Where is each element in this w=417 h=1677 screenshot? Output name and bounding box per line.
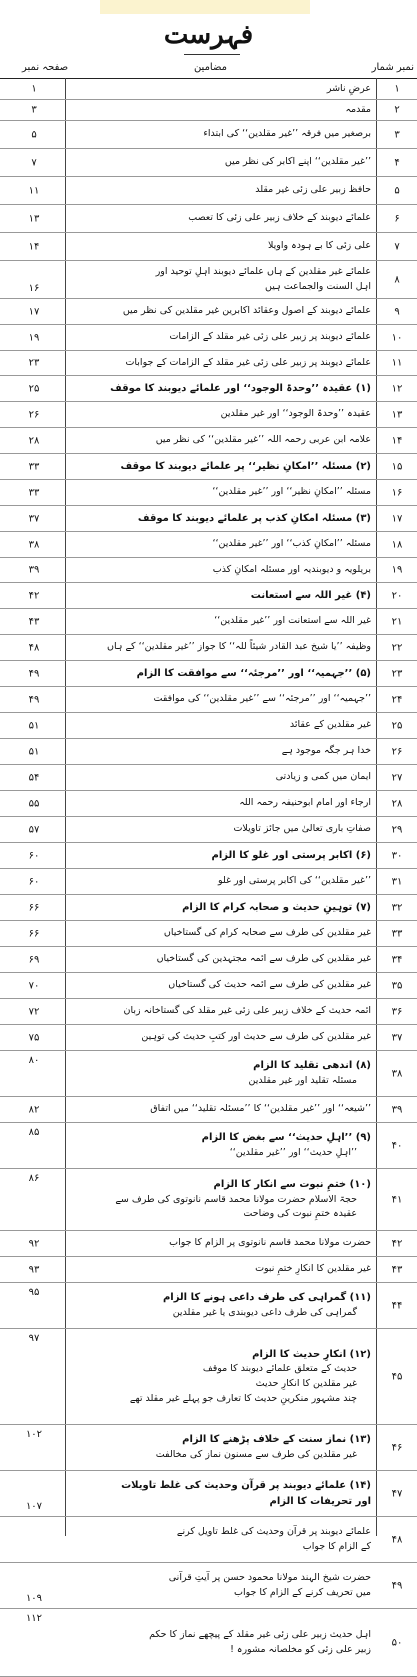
topic-line: عقیدہ ختمِ نبوت کی وضاحت [243, 1208, 357, 1220]
row-number: ۲۸ [391, 798, 403, 809]
topic-line: (۸) اندھی تقلید کا الزام [253, 1060, 371, 1072]
topic-line: غیر مقلدین کی طرف سے حدیث اور کتبِ حدیث کی توہین [141, 1031, 371, 1043]
topic-line: (۹) ’’اہلِ حدیث‘‘ سے بغض کا الزام [201, 1132, 371, 1144]
row-number: ۵ [394, 185, 400, 196]
header-page: صفحہ نمبر [22, 62, 69, 73]
topic-line: حدیث کے متعلق علمائے دیوبند کا موقف [202, 1363, 357, 1375]
row-topic [71, 103, 371, 117]
topic-line: ’’غیر مقلدین‘‘ کی اکابر پرستی اور غلو [217, 875, 371, 887]
row-topic [71, 1054, 371, 1093]
row-number: ۴۲ [391, 1238, 403, 1249]
row-number: ۳۸ [391, 1068, 403, 1079]
table-row [0, 454, 417, 480]
row-topic [71, 236, 371, 257]
row-topic [71, 794, 371, 813]
topic-line: (۵) ’’جہمیہ‘‘ اور ’’مرجئہ‘‘ سے موافقت کا الزام [136, 667, 371, 679]
table-row [0, 506, 417, 532]
row-number: ۳۷ [391, 1032, 403, 1043]
row-topic [71, 302, 371, 321]
row-number: ۴۶ [391, 1442, 403, 1453]
table-row [0, 609, 417, 635]
row-topic [71, 208, 371, 229]
table-row [0, 1609, 417, 1677]
row-page-number: ۳۳ [28, 461, 40, 472]
topic-line: ائمہ حدیث کے خلاف زبیر علی زئی غیر مقلد کی گستاخانہ زبان [123, 1005, 371, 1017]
table-row [0, 635, 417, 661]
row-page-number: ۱۹ [28, 332, 40, 343]
row-number: ۲۴ [391, 694, 403, 705]
topic-line: چند مشہور منکرینِ حدیث کا تعارف جو پہلے غیر مقلد تھے [129, 1392, 357, 1404]
topic-line: حضرت شیخ الہند مولانا محمود حسن پر آیتِ قرآنی [168, 1571, 371, 1583]
table-row [0, 1123, 417, 1169]
table-row [0, 1283, 417, 1329]
row-topic [71, 586, 371, 605]
topic-line: غیر مقلدین کی طرف سے مسنون نماز کی مخالفت [155, 1448, 357, 1460]
table-row [0, 79, 417, 100]
row-page-number: ۵۷ [28, 824, 40, 835]
row-number: ۱۷ [391, 513, 403, 524]
topic-line: عرضِ ناشر [326, 82, 371, 94]
row-topic [71, 638, 371, 657]
row-number: ۳۱ [391, 876, 403, 887]
topic-line: (۱۲) انکارِ حدیث کا الزام [252, 1348, 371, 1360]
table-row [0, 739, 417, 765]
table-row [0, 1025, 417, 1051]
row-topic [71, 950, 371, 969]
row-topic [71, 1126, 371, 1165]
topic-line: ’’شیعہ‘‘ اور ’’غیر مقلدین‘‘ کا ’’مسئلہ تقلید‘‘ میں اتفاق [150, 1103, 371, 1115]
row-topic [71, 1100, 371, 1119]
row-number: ۱۵ [391, 461, 403, 472]
row-topic [71, 561, 371, 579]
row-page-number: ۹۵ [28, 1287, 40, 1298]
row-topic [71, 742, 371, 761]
row-number: ۳۳ [391, 928, 403, 939]
topic-line: (۱۳) نماز سنت کے خلاف پڑھنے کا الزام [182, 1434, 371, 1446]
table-row [0, 1097, 417, 1123]
table-row [0, 261, 417, 299]
table-row [0, 1169, 417, 1231]
table-row [0, 1051, 417, 1097]
row-page-number: ۸۵ [28, 1127, 40, 1138]
table-row [0, 973, 417, 999]
row-page-number: ۹۳ [28, 1264, 40, 1275]
row-page-number: ۸۶ [28, 1173, 40, 1184]
row-number: ۲۶ [391, 746, 403, 757]
table-row [0, 999, 417, 1025]
row-topic [71, 1612, 371, 1673]
row-topic [71, 354, 371, 372]
row-topic [71, 1028, 371, 1047]
row-page-number: ۱۶ [28, 283, 40, 294]
row-number: ۴۸ [391, 1534, 403, 1545]
row-number: ۱۴ [391, 435, 403, 446]
row-page-number: ۷ [31, 157, 37, 168]
row-number: ۱۹ [391, 564, 403, 576]
row-topic [71, 1566, 371, 1605]
topic-line: (۱۰) ختمِ نبوت سے انکار کا الزام [213, 1179, 371, 1191]
topic-line: ’’اہلِ حدیث‘‘ اور ’’غیر مقلدین‘‘ [229, 1146, 357, 1158]
table-row [0, 532, 417, 558]
table-row [0, 661, 417, 687]
row-number: ۲۵ [391, 720, 403, 731]
row-topic [71, 690, 371, 709]
row-page-number: ۱۰۲ [25, 1429, 43, 1440]
row-topic [71, 1172, 371, 1227]
table-row [0, 1231, 417, 1257]
table-row [0, 1563, 417, 1609]
table-row [0, 1257, 417, 1283]
row-topic [71, 898, 371, 917]
row-page-number: ۴۹ [28, 668, 40, 679]
topic-line: (۶) اکابر پرستی اور غلو کا الزام [211, 849, 371, 861]
row-page-number: ۱۷ [28, 306, 40, 317]
row-number: ۹ [394, 306, 400, 317]
table-row [0, 947, 417, 973]
row-number: ۳۰ [391, 850, 403, 861]
row-page-number: ۹۲ [28, 1238, 40, 1249]
topic-line: مسئلہ ’’امکانِ نظیر‘‘ اور ’’غیر مقلدین‘‘ [212, 486, 371, 498]
header-number: نمبر شمار [371, 62, 414, 73]
row-number: ۳۵ [391, 980, 403, 991]
topic-line: (۱۴) علمائے دیوبند پر قرآن وحدیث کی غلط تاویلات [121, 1480, 371, 1491]
row-page-number: ۶۰ [28, 850, 40, 861]
topic-line: حجۃ الاسلام حضرت مولانا محمد قاسم نانوتوی کی طرف سے [115, 1193, 357, 1205]
row-page-number: ۲۸ [28, 435, 40, 446]
topic-line: غیر مقلدین کا انکارِ ختمِ نبوت [255, 1263, 371, 1275]
row-page-number: ۶۶ [28, 902, 40, 913]
row-page-number: ۷۵ [28, 1032, 40, 1043]
table-row [0, 428, 417, 454]
row-page-number: ۳ [31, 104, 37, 116]
row-topic [71, 264, 371, 295]
table-row [0, 1425, 417, 1471]
table-row [0, 376, 417, 402]
row-topic [71, 180, 371, 201]
table-row [0, 869, 417, 895]
row-number: ۴۴ [391, 1300, 403, 1311]
topic-line: غیر مقلدین کی طرف سے ائمہ مجتہدین کی گستاخیاں [156, 953, 371, 965]
row-page-number: ۸۲ [28, 1104, 40, 1115]
topic-line: مسئلہ ’’امکانِ کذب‘‘ اور ’’غیر مقلدین‘‘ [212, 538, 371, 550]
topic-line: صفاتِ باری تعالیٰ میں جائز تاویلات [233, 823, 371, 835]
table-header [0, 60, 417, 78]
topic-line: (۷) توہینِ حدیث و صحابہ کرام کا الزام [182, 901, 371, 913]
toc-table [0, 79, 417, 1655]
row-topic [71, 328, 371, 347]
row-page-number: ۷۲ [28, 1006, 40, 1017]
row-number: ۲۲ [391, 642, 403, 653]
row-number: ۵۰ [391, 1637, 403, 1648]
row-number: ۳ [394, 129, 400, 140]
row-topic [71, 1520, 371, 1559]
row-page-number: ۱۰۷ [25, 1501, 43, 1512]
topic-line: ارجاء اور امام ابوحنیفہ رحمہ اللہ [239, 797, 371, 809]
row-page-number: ۴۳ [28, 616, 40, 627]
topic-line: (۴) غیر اللہ سے استعانت [250, 589, 371, 601]
row-page-number: ۳۳ [28, 487, 40, 498]
row-topic [71, 846, 371, 865]
table-row [0, 149, 417, 177]
table-row [0, 687, 417, 713]
row-topic [71, 872, 371, 891]
row-topic [71, 405, 371, 424]
row-number: ۱۰ [391, 332, 403, 343]
topic-line: اہل حدیث زبیر علی زئی غیر مقلد کے پیچھے نماز کا حکم [149, 1628, 371, 1640]
topic-line: مسئلہ تقلید اور غیر مقلدین [248, 1074, 357, 1086]
row-topic [71, 1002, 371, 1021]
table-row [0, 843, 417, 869]
table-row [0, 558, 417, 583]
topic-line: غیر مقلدین کا انکارِ حدیث [255, 1377, 357, 1389]
topic-line: علمائے دیوبند کے اصول وعقائد اکابرین غیر مقلدین کی نظر میں [122, 305, 371, 317]
row-number: ۱۱ [391, 357, 403, 369]
page-title: فہرست [163, 20, 254, 50]
top-scan-strip [100, 0, 310, 14]
topic-line: علمائے دیوبند پر قرآن وحدیث کی غلط تاویل کرنے [176, 1525, 371, 1537]
row-number: ۴۹ [391, 1580, 403, 1591]
row-page-number: ۳۹ [28, 564, 40, 576]
topic-line: علمائے دیوبند پر زبیر علی زئی غیر مقلد کے الزامات کے جوابات [125, 356, 371, 368]
row-page-number: ۵۵ [28, 798, 40, 809]
table-row [0, 713, 417, 739]
row-number: ۴۵ [391, 1371, 403, 1382]
row-number: ۴۱ [391, 1194, 403, 1205]
row-page-number: ۷۰ [28, 980, 40, 991]
table-row [0, 583, 417, 609]
row-page-number: ۱۱ [28, 185, 40, 196]
topic-line: ’’غیر مقلدین‘‘ اپنے اکابر کی نظر میں [224, 156, 371, 168]
table-row [0, 205, 417, 233]
row-page-number: ۶۶ [28, 928, 40, 939]
topic-line: علمائے غیر مقلدین کے ہاں علمائے دیوبند اہلِ توحید اور [155, 265, 371, 277]
topic-line: حافظ زبیر علی زئی غیر مقلد [255, 184, 371, 196]
topic-line: بریلویہ و دیوبندیہ اور مسئلہ امکانِ کذب [212, 563, 371, 575]
row-topic [71, 457, 371, 476]
table-row [0, 1471, 417, 1517]
row-number: ۸ [394, 274, 400, 285]
table-row [0, 299, 417, 325]
row-topic [71, 612, 371, 631]
row-page-number: ۱۳ [28, 213, 40, 224]
row-page-number: ۶۹ [28, 954, 40, 965]
topic-line: (۱۱) گمراہی کی طرف داعی ہونے کا الزام [162, 1292, 371, 1304]
row-number: ۲۳ [391, 668, 403, 679]
table-row [0, 921, 417, 947]
topic-line: ایمان میں کمی و زیادتی [275, 771, 371, 783]
row-topic [71, 820, 371, 839]
row-topic [71, 431, 371, 450]
title-underline [184, 54, 240, 55]
row-page-number: ۴۹ [28, 694, 40, 705]
topic-line: کے الزام کا جواب [302, 1540, 371, 1552]
table-row [0, 325, 417, 351]
topic-line: غیر مقلدین کی طرف سے صحابہ کرام کی گستاخیاں [163, 927, 371, 939]
row-page-number: ۱۱۲ [25, 1613, 43, 1624]
topic-line: غیر مقلدین کی طرف سے ائمہ حدیث کی گستاخیاں [168, 979, 371, 991]
table-row [0, 1517, 417, 1563]
row-page-number: ۹۷ [28, 1333, 40, 1344]
row-number: ۱۳ [391, 409, 403, 420]
row-page-number: ۵۱ [28, 746, 40, 757]
topic-line: (۱) عقیدہ ’’وحدۃ الوجود‘‘ اور علمائے دیوبند کا موقف [110, 382, 371, 394]
row-page-number: ۵۴ [28, 772, 40, 783]
row-topic [71, 509, 371, 528]
row-topic [71, 1260, 371, 1279]
topic-line: مقدمہ [345, 103, 371, 115]
row-page-number: ۱۴ [28, 241, 40, 252]
row-topic [71, 535, 371, 554]
row-number: ۳۲ [391, 902, 403, 913]
topic-line: حضرت مولانا محمد قاسم نانوتوی پر الزام کا جواب [169, 1237, 371, 1249]
topic-line: وظیفہ ’’یا شیخ عبد القادر شیئاً للہ‘‘ کا جواز ’’غیر مقلدین‘‘ کے ہاں [107, 641, 371, 653]
topic-line: میں تحریف کرنے کے الزام کا جواب [234, 1586, 371, 1598]
row-topic [71, 768, 371, 787]
topic-line: گمراہی کی طرف داعی دیوبندی یا غیر مقلدین [172, 1306, 357, 1318]
row-page-number: ۱۰۹ [25, 1593, 43, 1604]
row-topic [71, 152, 371, 173]
row-topic [71, 664, 371, 683]
table-row [0, 791, 417, 817]
table-row [0, 100, 417, 121]
row-page-number: ۱ [31, 83, 37, 95]
row-page-number: ۶۰ [28, 876, 40, 887]
row-number: ۴۷ [391, 1488, 403, 1499]
topic-line: ’’جہمیہ‘‘ اور ’’مرجئہ‘‘ سے ’’غیر مقلدین‘‘ کی موافقت [153, 693, 371, 705]
topic-line: عقیدہ ’’وحدۃ الوجود‘‘ اور غیر مقلدین [220, 408, 371, 420]
table-row [0, 817, 417, 843]
topic-line: خدا ہر جگہ موجود ہے [281, 745, 371, 757]
row-topic [71, 716, 371, 735]
row-topic [71, 82, 371, 96]
topic-line: برصغیر میں فرقہ ’’غیر مقلدین‘‘ کی ابتداء [203, 128, 371, 140]
table-row [0, 351, 417, 376]
table-row [0, 177, 417, 205]
topic-line: علمائے دیوبند کے خلاف زبیر علی زئی کا تعصب [188, 212, 371, 224]
row-number: ۲۰ [391, 590, 403, 601]
row-number: ۴۰ [391, 1140, 403, 1151]
row-topic [71, 924, 371, 943]
topic-line: علی زئی کا بے ہودہ واویلا [267, 240, 371, 252]
row-number: ۲۹ [391, 824, 403, 835]
row-number: ۲۱ [391, 616, 403, 627]
row-page-number: ۲۵ [28, 383, 40, 394]
row-page-number: ۴۲ [28, 590, 40, 601]
table-row [0, 121, 417, 149]
row-number: ۳۴ [391, 954, 403, 965]
topic-line: اہل السنت والجماعت ہیں [265, 280, 371, 292]
topic-line: (۳) مسئلہ امکانِ کذب پر علمائے دیوبند کا موقف [137, 512, 371, 524]
topic-line: علمائے دیوبند پر زبیر علی زئی غیر مقلد کے الزامات [169, 331, 371, 343]
row-topic [71, 379, 371, 398]
row-number: ۴ [394, 157, 400, 168]
row-page-number: ۲۶ [28, 409, 40, 420]
row-number: ۱۲ [391, 383, 403, 394]
row-number: ۳۹ [391, 1104, 403, 1115]
row-page-number: ۵۱ [28, 720, 40, 731]
row-page-number: ۳۷ [28, 513, 40, 524]
row-number: ۱ [394, 83, 400, 95]
row-page-number: ۸۰ [28, 1055, 40, 1066]
row-page-number: ۳۸ [28, 539, 40, 550]
topic-line: علامہ ابن عربی رحمہ اللہ ’’غیر مقلدین‘‘ کی نظر میں [155, 434, 371, 446]
row-topic [71, 1234, 371, 1253]
topic-line: غیر مقلدین کے عقائد [289, 719, 371, 731]
row-topic [71, 1428, 371, 1467]
topic-line: غیر اللہ سے استعانت اور ’’غیر مقلدین‘‘ [214, 615, 371, 627]
row-topic [71, 1286, 371, 1325]
row-number: ۲۷ [391, 772, 403, 783]
row-page-number: ۴۸ [28, 642, 40, 653]
table-row [0, 895, 417, 921]
row-number: ۴۳ [391, 1264, 403, 1275]
topic-line: اور تحریفات کا الزام [269, 1495, 371, 1507]
row-number: ۶ [394, 213, 400, 224]
row-topic [71, 976, 371, 995]
table-row [0, 1329, 417, 1425]
table-row [0, 480, 417, 506]
topic-line: (۲) مسئلہ ’’امکانِ نظیر‘‘ پر علمائے دیوبند کا موقف [120, 460, 371, 472]
row-topic [71, 1474, 371, 1513]
table-row [0, 233, 417, 261]
row-number: ۳۶ [391, 1006, 403, 1017]
header-topic: مضامین [193, 62, 227, 73]
row-number: ۷ [394, 241, 400, 252]
row-topic [71, 1332, 371, 1421]
topic-line: زبیر علی زئی کو مخلصانہ مشورہ ! [230, 1643, 371, 1655]
row-number: ۱۶ [391, 487, 403, 498]
row-number: ۲ [394, 104, 400, 116]
table-row [0, 765, 417, 791]
row-topic [71, 124, 371, 145]
row-topic [71, 483, 371, 502]
row-page-number: ۲۳ [28, 357, 40, 369]
table-row [0, 402, 417, 428]
row-number: ۱۸ [391, 539, 403, 550]
row-page-number: ۵ [31, 129, 37, 140]
